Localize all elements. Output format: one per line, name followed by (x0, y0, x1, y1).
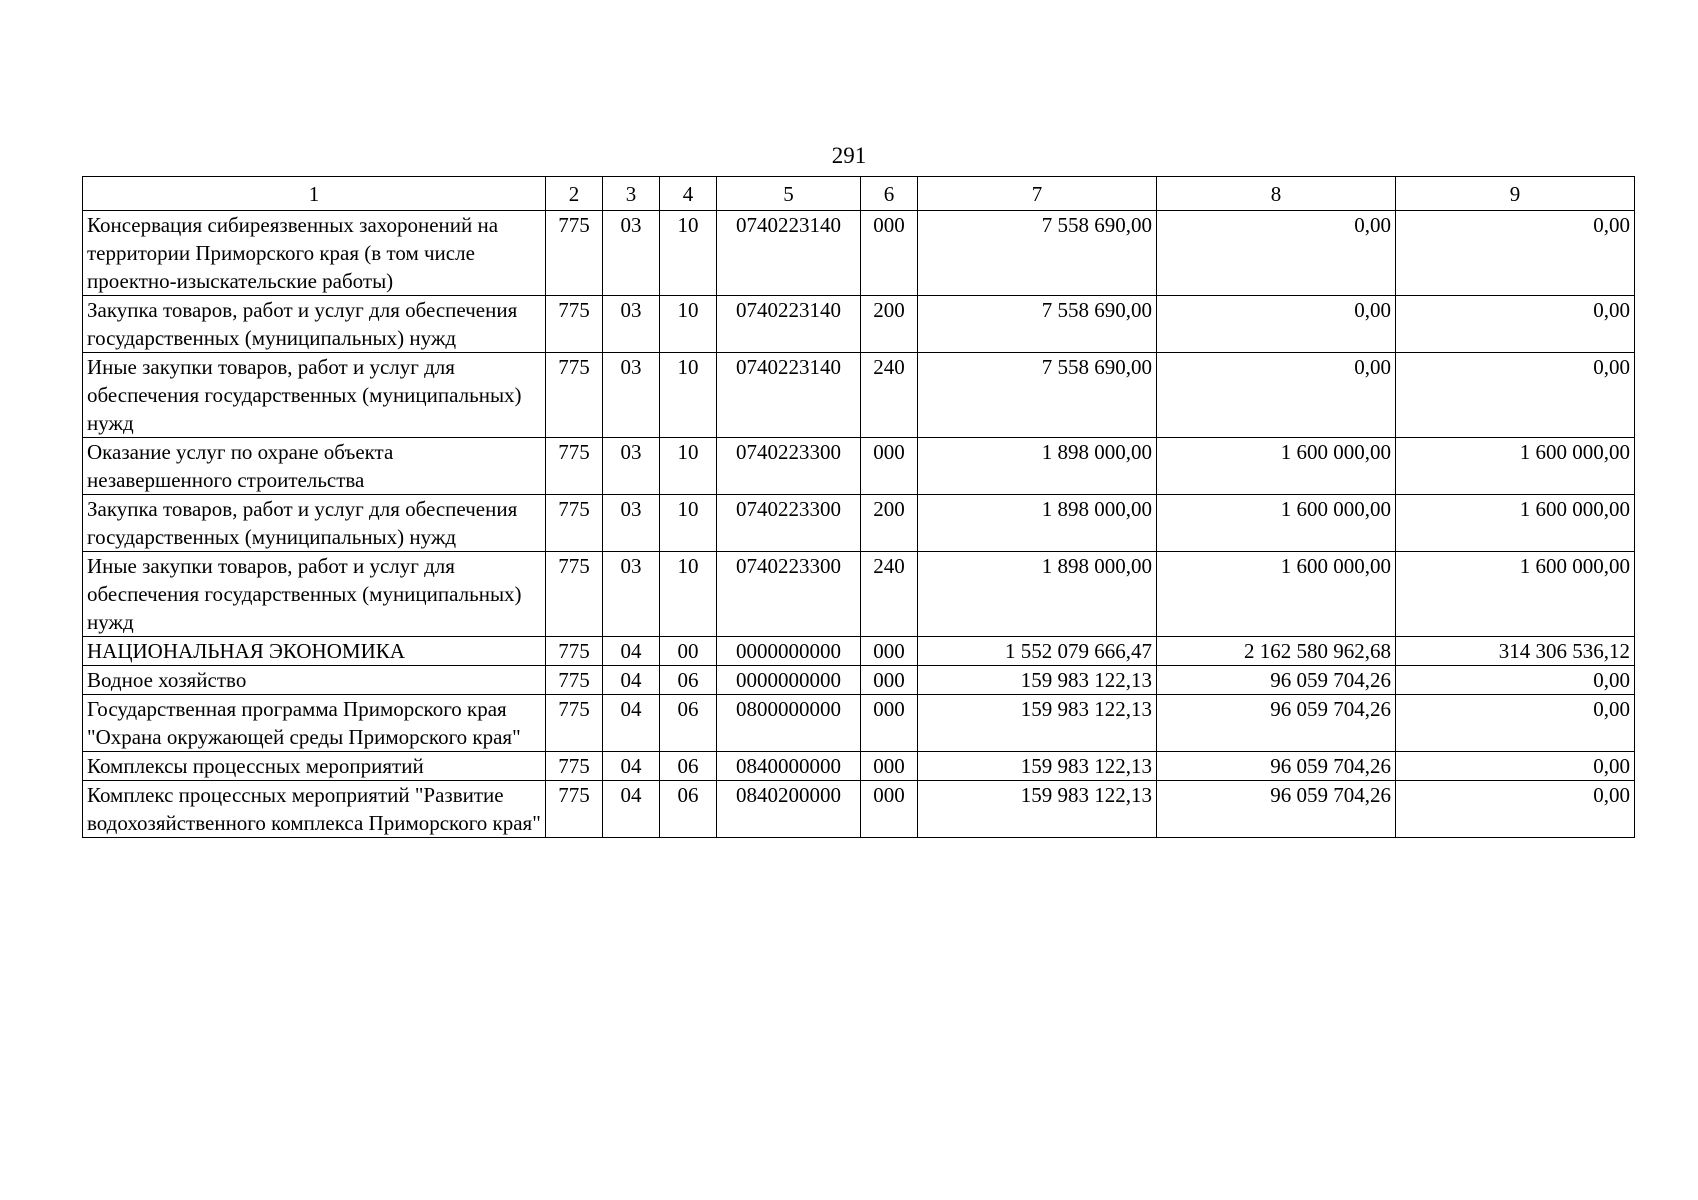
code-cell: 775 (546, 438, 603, 495)
code-cell: 04 (603, 752, 660, 781)
amount-cell: 0,00 (1396, 296, 1635, 353)
column-header: 8 (1157, 177, 1396, 211)
table-row (83, 637, 1635, 666)
code-cell: 200 (861, 495, 918, 552)
column-header: 1 (83, 177, 546, 211)
amount-cell: 96 059 704,26 (1157, 781, 1396, 838)
amount-cell: 0,00 (1157, 353, 1396, 438)
amount-cell: 1 600 000,00 (1157, 495, 1396, 552)
amount-cell: 96 059 704,26 (1157, 695, 1396, 752)
code-cell: 06 (660, 695, 717, 752)
amount-cell: 96 059 704,26 (1157, 752, 1396, 781)
column-header: 4 (660, 177, 717, 211)
code-cell: 0740223140 (717, 296, 861, 353)
code-cell: 03 (603, 552, 660, 637)
code-cell: 000 (861, 637, 918, 666)
amount-cell: 1 600 000,00 (1396, 438, 1635, 495)
code-cell: 240 (861, 353, 918, 438)
row-name-cell: Консервация сибиреязвенных захоронений на территории Приморского края (в том числе проектно-изыскательские работы) (83, 211, 546, 296)
amount-cell: 0,00 (1396, 666, 1635, 695)
table-row (83, 752, 1635, 781)
code-cell: 03 (603, 353, 660, 438)
code-cell: 03 (603, 495, 660, 552)
code-cell: 10 (660, 211, 717, 296)
code-cell: 775 (546, 552, 603, 637)
code-cell: 775 (546, 666, 603, 695)
code-cell: 0740223140 (717, 353, 861, 438)
code-cell: 0840200000 (717, 781, 861, 838)
code-cell: 775 (546, 296, 603, 353)
code-cell: 00 (660, 637, 717, 666)
code-cell: 03 (603, 438, 660, 495)
amount-cell: 314 306 536,12 (1396, 637, 1635, 666)
code-cell: 10 (660, 438, 717, 495)
row-name-cell: Водное хозяйство (83, 666, 546, 695)
code-cell: 0800000000 (717, 695, 861, 752)
amount-cell: 0,00 (1396, 353, 1635, 438)
code-cell: 775 (546, 752, 603, 781)
amount-cell: 2 162 580 962,68 (1157, 637, 1396, 666)
code-cell: 775 (546, 211, 603, 296)
column-header: 6 (861, 177, 918, 211)
column-header: 7 (918, 177, 1157, 211)
code-cell: 03 (603, 296, 660, 353)
header-row (83, 177, 1635, 211)
amount-cell: 1 600 000,00 (1157, 438, 1396, 495)
code-cell: 240 (861, 552, 918, 637)
row-name-cell: Комплексы процессных мероприятий (83, 752, 546, 781)
row-name-cell: Иные закупки товаров, работ и услуг для обеспечения государственных (муниципальных) нужд (83, 353, 546, 438)
code-cell: 775 (546, 495, 603, 552)
code-cell: 0000000000 (717, 666, 861, 695)
amount-cell: 159 983 122,13 (918, 695, 1157, 752)
amount-cell: 0,00 (1396, 695, 1635, 752)
code-cell: 10 (660, 353, 717, 438)
table-row (83, 552, 1635, 637)
amount-cell: 1 600 000,00 (1157, 552, 1396, 637)
row-name-cell: НАЦИОНАЛЬНАЯ ЭКОНОМИКА (83, 637, 546, 666)
code-cell: 775 (546, 637, 603, 666)
code-cell: 06 (660, 752, 717, 781)
amount-cell: 1 898 000,00 (918, 438, 1157, 495)
table-row (83, 695, 1635, 752)
code-cell: 0840000000 (717, 752, 861, 781)
code-cell: 10 (660, 495, 717, 552)
table-row (83, 666, 1635, 695)
code-cell: 10 (660, 552, 717, 637)
amount-cell: 7 558 690,00 (918, 353, 1157, 438)
code-cell: 0000000000 (717, 637, 861, 666)
code-cell: 04 (603, 666, 660, 695)
code-cell: 04 (603, 781, 660, 838)
code-cell: 775 (546, 353, 603, 438)
amount-cell: 0,00 (1396, 781, 1635, 838)
table-row (83, 438, 1635, 495)
column-header: 2 (546, 177, 603, 211)
amount-cell: 1 898 000,00 (918, 495, 1157, 552)
budget-table (82, 176, 1635, 838)
code-cell: 000 (861, 781, 918, 838)
code-cell: 10 (660, 296, 717, 353)
code-cell: 06 (660, 781, 717, 838)
column-header: 3 (603, 177, 660, 211)
code-cell: 0740223300 (717, 438, 861, 495)
amount-cell: 0,00 (1396, 211, 1635, 296)
amount-cell: 0,00 (1157, 296, 1396, 353)
code-cell: 0740223140 (717, 211, 861, 296)
code-cell: 0740223300 (717, 495, 861, 552)
row-name-cell: Закупка товаров, работ и услуг для обеспечения государственных (муниципальных) нужд (83, 495, 546, 552)
code-cell: 03 (603, 211, 660, 296)
code-cell: 0740223300 (717, 552, 861, 637)
amount-cell: 159 983 122,13 (918, 752, 1157, 781)
code-cell: 775 (546, 695, 603, 752)
amount-cell: 7 558 690,00 (918, 296, 1157, 353)
code-cell: 200 (861, 296, 918, 353)
code-cell: 000 (861, 438, 918, 495)
table-row (83, 781, 1635, 838)
column-header: 9 (1396, 177, 1635, 211)
code-cell: 000 (861, 695, 918, 752)
code-cell: 000 (861, 211, 918, 296)
code-cell: 000 (861, 752, 918, 781)
code-cell: 775 (546, 781, 603, 838)
code-cell: 04 (603, 695, 660, 752)
amount-cell: 159 983 122,13 (918, 781, 1157, 838)
table-row (83, 353, 1635, 438)
amount-cell: 96 059 704,26 (1157, 666, 1396, 695)
row-name-cell: Комплекс процессных мероприятий "Развитие водохозяйственного комплекса Приморского края" (83, 781, 546, 838)
table-body (83, 211, 1635, 838)
row-name-cell: Иные закупки товаров, работ и услуг для обеспечения государственных (муниципальных) нужд (83, 552, 546, 637)
code-cell: 06 (660, 666, 717, 695)
code-cell: 04 (603, 637, 660, 666)
amount-cell: 0,00 (1157, 211, 1396, 296)
table-row (83, 211, 1635, 296)
page-number: 291 (831, 143, 867, 168)
code-cell: 000 (861, 666, 918, 695)
amount-cell: 1 898 000,00 (918, 552, 1157, 637)
column-header: 5 (717, 177, 861, 211)
amount-cell: 1 552 079 666,47 (918, 637, 1157, 666)
amount-cell: 7 558 690,00 (918, 211, 1157, 296)
row-name-cell: Оказание услуг по охране объекта незавершенного строительства (83, 438, 546, 495)
row-name-cell: Закупка товаров, работ и услуг для обеспечения государственных (муниципальных) нужд (83, 296, 546, 353)
amount-cell: 1 600 000,00 (1396, 552, 1635, 637)
table-row (83, 296, 1635, 353)
amount-cell: 159 983 122,13 (918, 666, 1157, 695)
amount-cell: 0,00 (1396, 752, 1635, 781)
table-row (83, 495, 1635, 552)
amount-cell: 1 600 000,00 (1396, 495, 1635, 552)
row-name-cell: Государственная программа Приморского края "Охрана окружающей среды Приморского края" (83, 695, 546, 752)
